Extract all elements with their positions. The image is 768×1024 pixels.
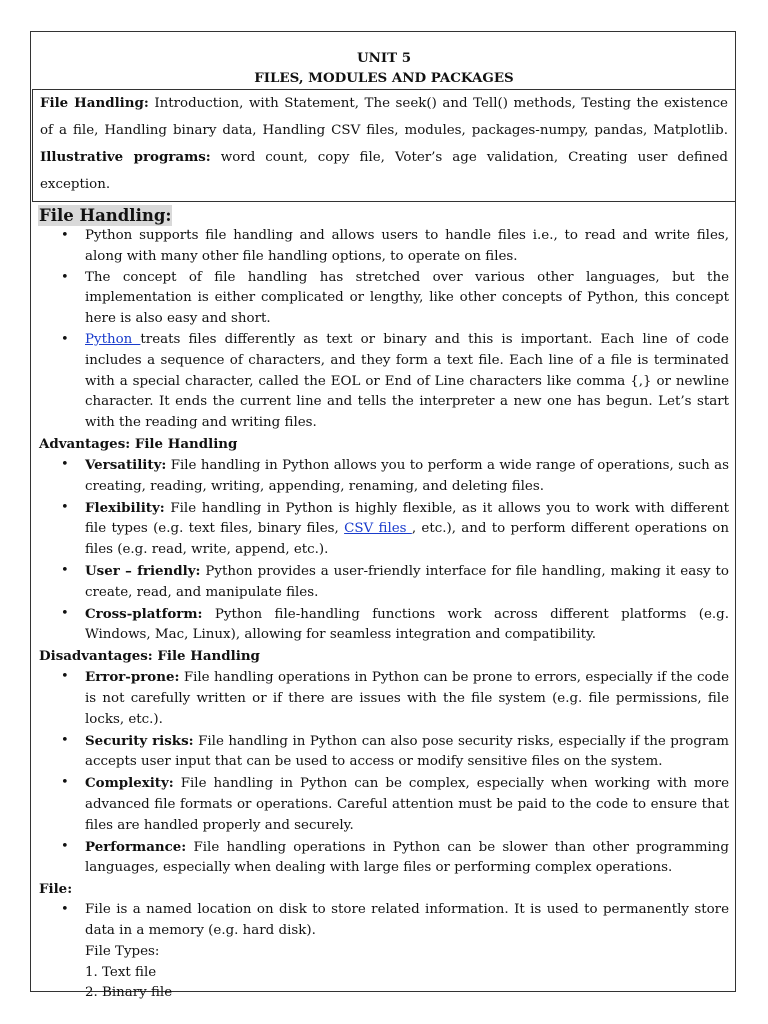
list-item (31, 226, 737, 268)
bullet-icon: • (61, 499, 69, 515)
list-item-text: Python supports file handling and allows users to handle files i.e., to read and write files, along with many other file handling options, to operate on files. (85, 228, 729, 264)
list-item-text: File is a named location on disk to store related information. It is used to permanently store data in a memory (e.g. hard disk). (85, 902, 729, 938)
list-item (31, 498, 737, 561)
bullet-icon: • (61, 775, 69, 791)
bullet-icon: • (61, 902, 69, 918)
file-handling-heading: File Handling: (39, 206, 172, 225)
item-text: File handling operations in Python can be prone to errors, especially if the code is not carefully written or if there are issues with the file system (e.g. file permissions, file locks, etc.). (85, 670, 729, 727)
item-label: Flexibility: (85, 499, 165, 516)
list-item-text: The concept of file handling has stretched over various other languages, but the implementation is either complicated or lengthy, like other concepts of Python, this concept here is also easy and short. (85, 269, 729, 327)
disadvantages-list (31, 667, 737, 879)
list-item-text: treats files differently as text or binary and this is important. Each line of code includes a sequence of characters, and they form a text file. Each line of a file is terminated with a special character, called the EOL or End of Line characters like comma {,} or newline character. It ends the current line and tells the interpreter a new one has begun. Let’s start with the reading and writing files. (85, 331, 729, 431)
csv-files-link[interactable]: CSV files (344, 521, 412, 537)
unit-number: UNIT 5 (356, 50, 412, 66)
item-label: Versatility: (85, 456, 167, 473)
item-text: File handling operations in Python can be slower than other programming languages, especially when dealing with large files or performing complex operations. (85, 839, 729, 876)
item-text: File handling in Python allows you to perform a wide range of operations, such as creating, reading, writing, appending, renaming, and deleting files. (85, 457, 729, 494)
item-label: Performance: (85, 838, 187, 855)
list-item (31, 837, 737, 880)
file-handling-list (31, 226, 737, 434)
bullet-icon: • (61, 732, 69, 748)
item-text: Python provides a user-friendly interface for file handling, making it easy to create, read, and manipulate files. (85, 563, 729, 600)
item-label: Error-prone: (85, 669, 180, 686)
list-item (31, 667, 737, 730)
advantages-list (31, 455, 737, 646)
item-text: File handling in Python can be complex, especially when working with more advanced file formats or operations. Careful attention must be paid to the code to ensure that files are handled properly and securely. (85, 776, 729, 833)
file-heading: File: (39, 881, 73, 898)
bullet-icon: • (61, 456, 69, 472)
bullet-icon: • (61, 331, 69, 347)
syllabus-text: Introduction, with Statement, The seek() and Tell() methods, Testing the existence of a file, Handling binary data, Handling CSV files, modules, packages-numpy, pandas, Matplotlib. (40, 96, 728, 138)
bullet-icon: • (61, 269, 69, 285)
disadvantages-heading: Disadvantages: File Handling (39, 648, 260, 665)
item-text: File handling in Python can also pose security risks, especially if the program accepts user input that can be used to access or modify sensitive files on the system. (85, 733, 729, 770)
file-type-text: 1. Text file (85, 964, 157, 980)
bullet-icon: • (61, 838, 69, 854)
file-list (31, 900, 737, 942)
programs-label: Illustrative programs: (40, 149, 211, 165)
bullet-icon: • (61, 562, 69, 578)
bullet-icon: • (61, 669, 69, 685)
list-item (31, 330, 737, 434)
programs-text: word count, copy file, Voter’s age validation, Creating user defined exception. (40, 150, 728, 192)
python-link[interactable]: Python (85, 331, 141, 347)
bullet-icon: • (61, 228, 69, 243)
item-label: Complexity: (85, 775, 174, 792)
file-type-binary: 2. Binary file (85, 985, 173, 1001)
item-label: User – friendly: (85, 562, 201, 579)
item-text: File handling in Python is highly flexible, as it allows you to work with different file types (e.g. text files, binary files, (85, 500, 729, 537)
list-item (31, 731, 737, 774)
syllabus-label: File Handling: (40, 95, 149, 111)
syllabus-box (32, 89, 736, 202)
document-body (31, 31, 737, 1004)
list-item (31, 455, 737, 498)
bullet-icon: • (61, 605, 69, 621)
list-item (31, 773, 737, 836)
item-label: Security risks: (85, 732, 194, 749)
item-text: Python file-handling functions work across different platforms (e.g. Windows, Mac, Linux), allowing for seamless integration and compatibility. (85, 606, 729, 643)
list-item (31, 900, 737, 942)
unit-title: FILES, MODULES AND PACKAGES (254, 70, 514, 86)
item-label: Cross-platform: (85, 605, 203, 622)
file-types-label: File Types: (85, 943, 160, 959)
list-item (31, 268, 737, 330)
item-text: , etc.), and to perform different operations on files (e.g. read, write, append, etc.). (85, 521, 729, 558)
advantages-heading: Advantages: File Handling (39, 435, 238, 452)
list-item (31, 561, 737, 604)
list-item (31, 604, 737, 647)
